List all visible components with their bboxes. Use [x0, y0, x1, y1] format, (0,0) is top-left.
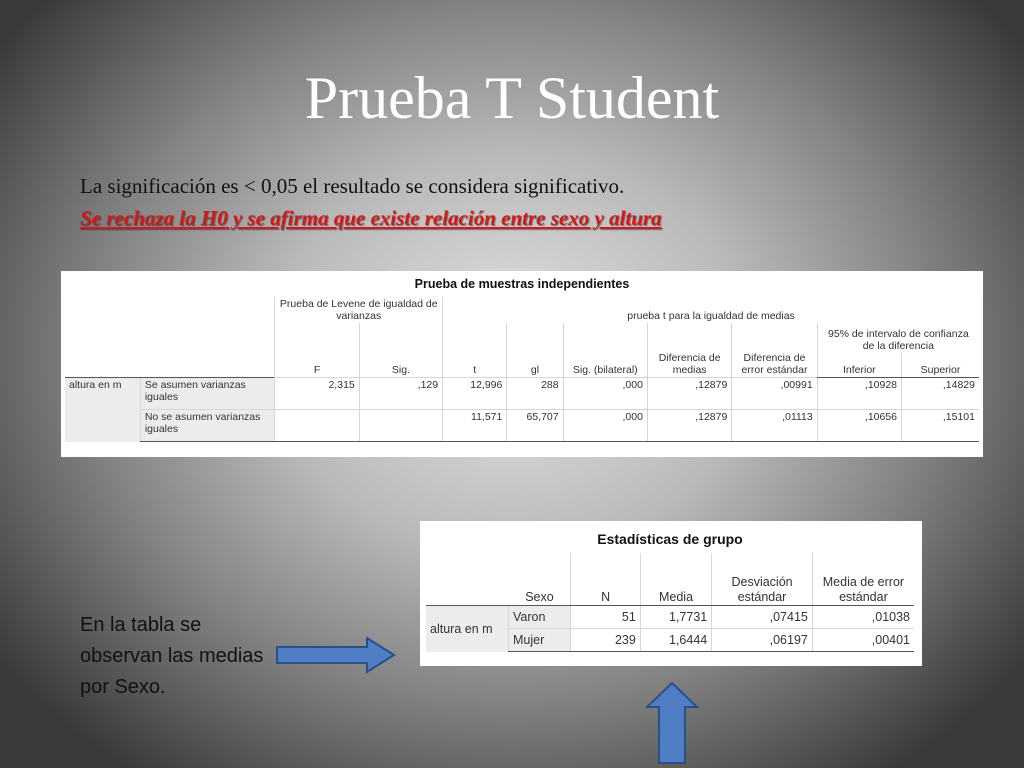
- cell-sig-bilateral: ,000: [563, 378, 647, 410]
- row-sexo: Mujer: [509, 629, 571, 652]
- col-std-err-diff: Diferencia de error estándar: [732, 323, 817, 378]
- corner-cell: [140, 323, 275, 353]
- col-gl: gl: [507, 323, 563, 378]
- cell-F: 2,315: [275, 378, 359, 410]
- corner-cell: [65, 323, 140, 353]
- table-row: [65, 378, 979, 410]
- slide-title: Prueba T Student: [304, 65, 720, 131]
- cell-ci-lower: ,10656: [817, 410, 901, 442]
- row-label: No se asumen varianzas iguales: [140, 410, 275, 442]
- ci-header: 95% de intervalo de confianza de la diferencia: [817, 323, 979, 353]
- cell-std-err-mean: ,01038: [812, 606, 914, 629]
- cell-std-err-diff: ,01113: [732, 410, 817, 442]
- right-arrow-icon: [275, 636, 397, 674]
- cell-gl: 288: [507, 378, 563, 410]
- significance-statement: La significación es < 0,05 el resultado se considera significativo.: [80, 174, 625, 198]
- corner-cell: [426, 553, 509, 606]
- cell-t: 12,996: [443, 378, 507, 410]
- table-row: [426, 606, 914, 629]
- col-ci-lower: Inferior: [817, 353, 901, 378]
- row-variable: altura en m: [426, 606, 509, 652]
- cell-std-dev: ,07415: [712, 606, 813, 629]
- col-F: F: [275, 323, 359, 378]
- col-sexo: Sexo: [509, 553, 571, 606]
- corner-cell: [65, 297, 140, 323]
- conclusion-statement: Se rechaza la H0 y se afirma que existe relación entre sexo y altura: [80, 206, 662, 230]
- cell-media: 1,7731: [640, 606, 711, 629]
- corner-cell: [140, 353, 275, 378]
- col-mean-diff: Diferencia de medias: [647, 323, 731, 378]
- cell-sig: [359, 410, 442, 442]
- cell-std-err-mean: ,00401: [812, 629, 914, 652]
- row-label: Se asumen varianzas iguales: [140, 378, 275, 410]
- cell-ci-lower: ,10928: [817, 378, 901, 410]
- note-text: En la tabla se observan las medias por Sexo.: [80, 614, 264, 698]
- cell-mean-diff: ,12879: [647, 410, 731, 442]
- cell-gl: 65,707: [507, 410, 563, 442]
- cell-F: [275, 410, 359, 442]
- col-ci-upper: Superior: [902, 353, 979, 378]
- cell-ci-upper: ,14829: [902, 378, 979, 410]
- col-sig-bilateral: Sig. (bilateral): [563, 323, 647, 378]
- col-t: t: [443, 323, 507, 378]
- cell-std-err-diff: ,00991: [732, 378, 817, 410]
- row-variable: altura en m: [65, 378, 140, 442]
- cell-media: 1,6444: [640, 629, 711, 652]
- cell-n: 239: [571, 629, 640, 652]
- levene-header: Prueba de Levene de igualdad de varianzas: [275, 297, 443, 323]
- col-sig: Sig.: [359, 323, 442, 378]
- independent-samples-caption: Prueba de muestras independientes: [414, 277, 630, 291]
- group-statistics-table: [420, 521, 922, 666]
- ttest-header: prueba t para la igualdad de medias: [443, 297, 979, 323]
- row-sexo: Varon: [509, 606, 571, 629]
- corner-cell: [140, 297, 275, 323]
- up-arrow-icon: [645, 681, 699, 765]
- cell-t: 11,571: [443, 410, 507, 442]
- cell-sig-bilateral: ,000: [563, 410, 647, 442]
- col-media: Media: [640, 553, 711, 606]
- independent-samples-table: [61, 271, 983, 457]
- cell-ci-upper: ,15101: [902, 410, 979, 442]
- col-n: N: [571, 553, 640, 606]
- corner-cell: [65, 353, 140, 378]
- cell-std-dev: ,06197: [712, 629, 813, 652]
- table-row: [65, 410, 979, 442]
- col-std-err-mean: Media de error estándar: [812, 553, 914, 606]
- cell-n: 51: [571, 606, 640, 629]
- cell-sig: ,129: [359, 378, 442, 410]
- cell-mean-diff: ,12879: [647, 378, 731, 410]
- col-std-dev: Desviación estándar: [712, 553, 813, 606]
- group-statistics-caption: Estadísticas de grupo: [597, 531, 743, 547]
